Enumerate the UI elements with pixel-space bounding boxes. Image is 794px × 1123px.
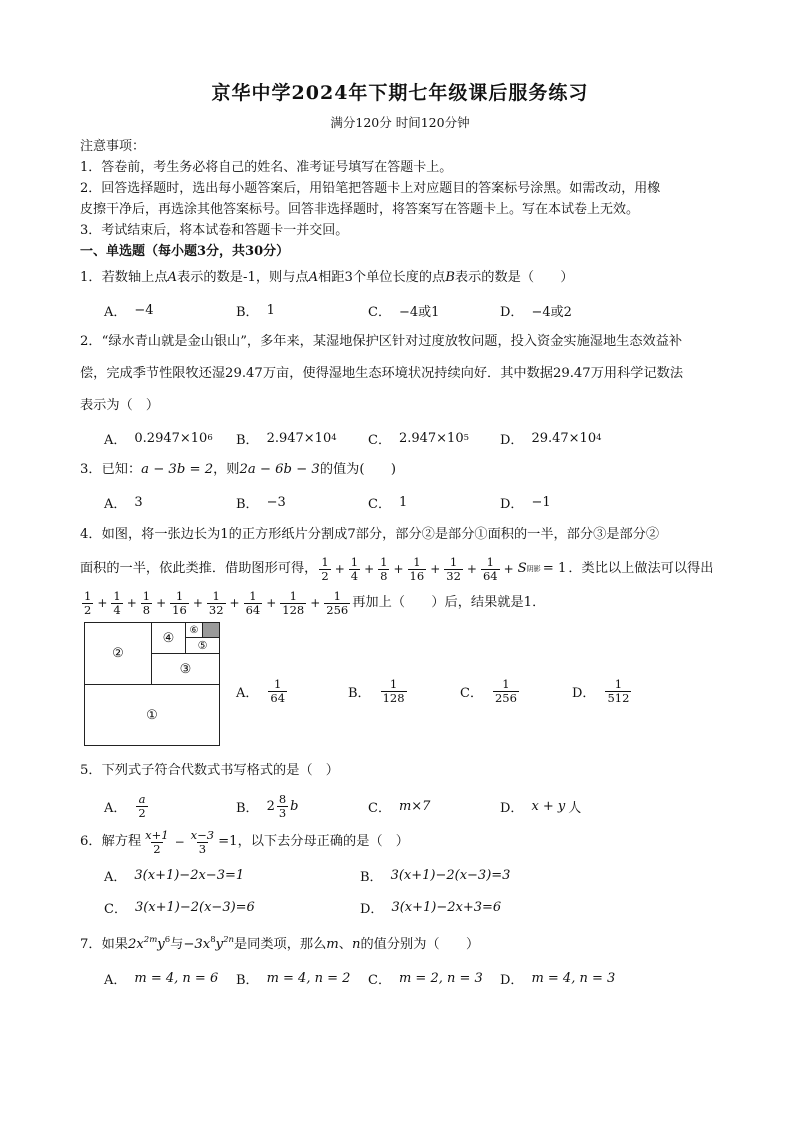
- question-4-line: 4．如图，将一张边长为1的正方形纸片分割成7部分，部分②是部分①面积的一半，部分③是部分②: [80, 527, 660, 542]
- fraction-term: $\frac{1}{8}$: [380, 554, 388, 583]
- fraction-term: $\frac{1}{128}$: [282, 588, 305, 617]
- plus-sign: +: [156, 596, 167, 610]
- plus-sign: +: [430, 562, 441, 576]
- option-c[interactable]: C． 2.947×10 5: [368, 430, 470, 448]
- section-heading: 一、单选题（每小题3分，共30分）: [80, 244, 290, 259]
- question-1-options: [80, 294, 720, 326]
- part-5: ⑤: [185, 637, 220, 654]
- note-item: 2．回答选择题时，选出每小题答案后，用铅笔把答题卡上对应题目的答案标号涂黑。如需改动，用橡: [80, 181, 661, 196]
- option-c[interactable]: C． −4或1: [368, 304, 440, 320]
- fraction-term: $\frac{1}{16}$: [172, 588, 187, 617]
- square-partition-figure: [84, 622, 222, 747]
- option-b[interactable]: B． 3(x+1)−2(x−3)=3: [360, 867, 511, 885]
- fraction-term: $\frac{1}{256}$: [326, 588, 349, 617]
- option-a[interactable]: A． $\frac{1}{64}$: [236, 677, 286, 705]
- question-3-text: 3．已知：a − 3b = 2，则2a − 6b − 3的值为( ): [80, 462, 397, 477]
- part-4: ④: [151, 622, 186, 654]
- question-4-options: [236, 678, 684, 705]
- plus-sign: +: [97, 596, 108, 610]
- question-4-line: 面积的一半，依此类推．借助图形可得， $\frac{1}{2}$ + $\frac{1}{4}$ + $\frac{1}{8}$ + $\frac{1}{16}$ + $\frac{1}{32}$ + $\frac{1}{64}$ + S 阴影 = 1 ．类比以上做法可以得出: [80, 552, 720, 586]
- question-5-text: 5．下列式子符合代数式书写格式的是（ ）: [80, 763, 339, 778]
- plus-sign: +: [503, 562, 514, 576]
- question-6: [80, 825, 720, 923]
- fraction-term: $\frac{1}{64}$: [482, 554, 498, 583]
- option-b[interactable]: B． −3: [236, 494, 286, 512]
- question-5-options: [80, 787, 720, 825]
- part-2: ②: [84, 622, 152, 685]
- fraction-term: $\frac{1}{8}$: [142, 588, 151, 617]
- note-item: 1．答卷前，考生务必将自己的姓名、准考证号填写在答题卡上。: [80, 160, 453, 175]
- question-2-line: 偿，完成季节性限牧还湿29.47万亩，使得湿地生态环境状况持续向好．其中数据29.47万用科学记数法: [80, 366, 684, 381]
- plus-sign: +: [126, 596, 137, 610]
- question-7-options: [80, 962, 720, 994]
- notes-block: [80, 136, 720, 241]
- option-d[interactable]: D． 29.47×10 4: [500, 430, 602, 448]
- question-1-text: 1．若数轴上点A表示的数是-1，则与点A相距3个单位长度的点B表示的数是（ ）: [80, 270, 574, 285]
- page-title: 京华中学2024年下期七年级课后服务练习: [211, 82, 589, 104]
- fraction-term: $\frac{1}{2}$: [321, 554, 329, 583]
- option-d[interactable]: D． $\frac{1}{512}$: [572, 677, 630, 705]
- part-3: ③: [151, 653, 220, 685]
- part-1: ①: [84, 684, 220, 746]
- fraction-term: $\frac{1}{16}$: [409, 554, 425, 583]
- notes-heading: 注意事项：: [80, 139, 146, 154]
- plus-sign: +: [266, 596, 277, 610]
- option-c[interactable]: C． 3(x+1)−2(x−3)=6: [104, 899, 255, 917]
- option-a[interactable]: A． 3: [104, 494, 143, 512]
- plus-sign: +: [364, 562, 375, 576]
- question-2-line: 表示为（ ）: [80, 398, 160, 413]
- option-c[interactable]: C． m = 2, n = 3: [368, 970, 483, 988]
- question-2-options: [80, 422, 720, 454]
- note-item: 3．考试结束后，将本试卷和答题卡一并交回。: [80, 223, 349, 238]
- fraction-term: $\frac{1}{64}$: [245, 588, 261, 617]
- option-b[interactable]: B． $\frac{1}{128}$: [348, 677, 405, 705]
- option-d[interactable]: D． −4或2: [500, 304, 572, 320]
- option-a[interactable]: A． m = 4, n = 6: [104, 970, 219, 988]
- question-7: [80, 923, 720, 994]
- question-7-text: 7．如果$2x^{2m}y^6$与$-3x^8y^{2n}$是同类项，那么m、n的值分别为（ ）: [80, 935, 480, 952]
- question-4: [80, 518, 720, 747]
- option-b[interactable]: B． 1: [236, 302, 275, 320]
- option-c[interactable]: C． 1: [368, 494, 408, 512]
- fraction-sum-b: [80, 586, 352, 620]
- option-c[interactable]: C． m×7: [368, 798, 431, 816]
- option-a[interactable]: A． $\frac{a}{2}$: [104, 791, 146, 820]
- plus-sign: +: [393, 562, 404, 576]
- option-c[interactable]: C． $\frac{1}{256}$: [460, 677, 517, 705]
- option-a[interactable]: A． −4: [104, 302, 154, 320]
- fraction-sum-a: [317, 552, 515, 586]
- option-d[interactable]: D． m = 4, n = 3: [500, 970, 616, 988]
- question-1: [80, 262, 720, 326]
- question-4-figure-row: [80, 622, 720, 747]
- page-subtitle: 满分120分 时间120分钟: [330, 115, 470, 130]
- question-6-options-row: [80, 891, 720, 923]
- fraction-term: $\frac{1}{32}$: [446, 554, 461, 583]
- option-b[interactable]: B． 2.947×10 4: [236, 430, 337, 448]
- option-d[interactable]: D． 3(x+1)−2x+3=6: [360, 899, 502, 917]
- question-3-options: [80, 486, 720, 518]
- fraction-term: $\frac{1}{32}$: [208, 588, 224, 617]
- part-6: ⑥: [185, 622, 203, 638]
- shaded-part: [202, 622, 220, 638]
- option-a[interactable]: A． 0.2947×10 6: [104, 430, 213, 448]
- option-a[interactable]: A． 3(x+1)−2x−3=1: [104, 867, 245, 885]
- exam-page: [80, 82, 720, 994]
- option-d[interactable]: D． −1: [500, 494, 551, 512]
- fraction-term: $\frac{1}{4}$: [113, 588, 121, 617]
- plus-sign: +: [310, 596, 321, 610]
- question-6-text: 6．解方程 $\frac{x+1}{2}$ − $\frac{x-3}{3}$ =1 ，以下去分母正确的是（ ）: [80, 827, 409, 856]
- fraction-term: $\frac{1}{4}$: [350, 554, 359, 583]
- note-item: 皮擦干净后，再选涂其他答案标号。回答非选择题时，将答案写在答题卡上。写在本试卷上无效。: [80, 202, 640, 217]
- fraction-term: $\frac{1}{2}$: [84, 588, 92, 617]
- plus-sign: +: [466, 562, 477, 576]
- question-2-line: 2．“绿水青山就是金山银山”，多年来，某湿地保护区针对过度放牧问题，投入资金实施湿地生态效益补: [80, 334, 683, 349]
- question-3: [80, 454, 720, 518]
- question-4-line: $\frac{1}{2}$ + $\frac{1}{4}$ + $\frac{1}{8}$ + $\frac{1}{16}$ + $\frac{1}{32}$ + $\frac{1}{64}$ + $\frac{1}{128}$ + $\frac{1}{256}$ 再加上（ ）后，结果就是1．: [80, 586, 720, 620]
- question-2: [80, 326, 720, 454]
- plus-sign: +: [192, 596, 203, 610]
- question-5: [80, 755, 720, 825]
- plus-sign: +: [229, 596, 240, 610]
- question-6-options-row: [80, 859, 720, 891]
- option-b[interactable]: B． m = 4, n = 2: [236, 970, 351, 988]
- option-b[interactable]: B． 2 $\frac{8}{3}$ b: [236, 791, 299, 820]
- option-d[interactable]: D． x + y 人: [500, 798, 582, 816]
- plus-sign: +: [334, 562, 345, 576]
